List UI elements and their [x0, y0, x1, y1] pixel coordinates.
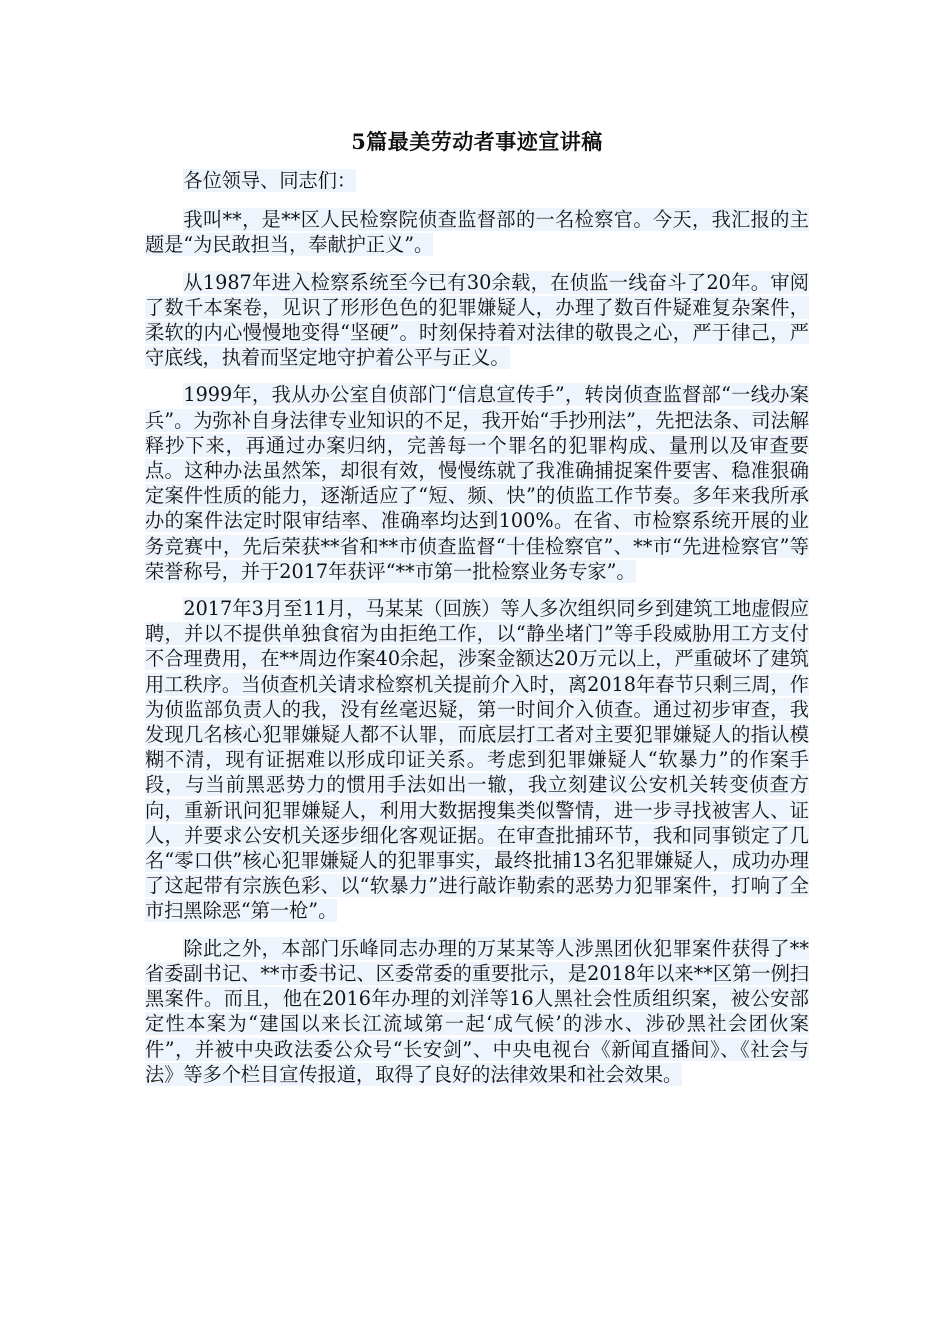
intro-paragraph — [145, 207, 809, 257]
paragraph-text: 各位领导、同志们： — [183, 169, 357, 192]
paragraph-text: 2017年3月至11月，马某某（回族）等人多次组织同乡到建筑工地虚假应聘，并以不提供单独食宿为由拒绝工作，以“静坐堵门”等手段威胁用工方支付不合理费用，在**周边作案40余起，涉案金额达20万元以上，严重破坏了建筑用工秩序。当侦查机关请求检察机关提前介入时，离2018年春节只剩三周，作为侦监部负责人的我，没有丝毫迟疑，第一时间介入侦查。通过初步审查，我发现几名核心犯罪嫌疑人都不认罪，而底层打工者对主要犯罪嫌疑人的指认模糊不清，现有证据难以形成印证关系。考虑到犯罪嫌疑人“软暴力”的作案手段，与当前黑恶势力的惯用手法如出一辙，我立刻建议公安机关转变侦查方向，重新讯问犯罪嫌疑人，利用大数据搜集类似警情，进一步寻找被害人、证人，并要求公安机关逐步细化客观证据。在审查批捕环节，我和同事锁定了几名“零口供”核心犯罪嫌疑人的犯罪事实，最终批捕13名犯罪嫌疑人，成功办理了这起带有宗族色彩、以“软暴力”进行敲诈勒索的恶势力犯罪案件，打响了全市扫黑除恶“第一枪”。 — [145, 597, 809, 923]
growth-paragraph — [145, 382, 809, 584]
department-paragraph — [145, 936, 809, 1087]
career-paragraph — [145, 270, 809, 371]
paragraph-text: 1999年，我从办公室自侦部门“信息宣传手”，转岗侦查监督部“一线办案兵”。为弥补自身法律专业知识的不足，我开始“手抄刑法”，先把法条、司法解释抄下来，再通过办案归纳，完善每一个罪名的犯罪构成、量刑以及审查要点。这种办法虽然笨，却很有效，慢慢练就了我准确捕捉案件要害、稳准狠确定案件性质的能力，逐渐适应了“短、频、快”的侦监工作节奏。多年来我所承办的案件法定时限审结率、准确率均达到100%。在省、市检察系统开展的业务竞赛中，先后荣获**省和**市侦查监督“十佳检察官”、**市“先进检察官”等荣誉称号，并于2017年获评“**市第一批检察业务专家”。 — [145, 383, 809, 583]
paragraph-text: 我叫**，是**区人民检察院侦查监督部的一名检察官。今天，我汇报的主题是“为民敢担当，奉献护正义”。 — [145, 208, 809, 257]
case-paragraph — [145, 596, 809, 924]
salutation-paragraph — [145, 168, 809, 193]
paragraph-text: 除此之外，本部门乐峰同志办理的万某某等人涉黑团伙犯罪案件获得了**省委副书记、**市委书记、区委常委的重要批示，是2018年以来**区第一例扫黑案件。而且，他在2016年办理的刘洋等16人黑社会性质组织案，被公安部定性本案为“建国以来长江流域第一起‘成气候’的涉水、涉砂黑社会团伙案件”，并被中央政法委公众号“长安剑”、中央电视台《新闻直播间》、《社会与法》等多个栏目宣传报道，取得了良好的法律效果和社会效果。 — [145, 936, 809, 1086]
paragraph-text: 从1987年进入检察系统至今已有30余载，在侦监一线奋斗了20年。审阅了数千本案卷，见识了形形色色的犯罪嫌疑人，办理了数百件疑难复杂案件，柔软的内心慢慢地变得“坚硬”。时刻保持着对法律的敬畏之心，严于律己，严守底线，执着而坚定地守护着公平与正义。 — [145, 270, 809, 370]
document-title: 5篇最美劳动者事迹宣讲稿 — [351, 129, 603, 154]
document-body — [145, 126, 809, 1099]
